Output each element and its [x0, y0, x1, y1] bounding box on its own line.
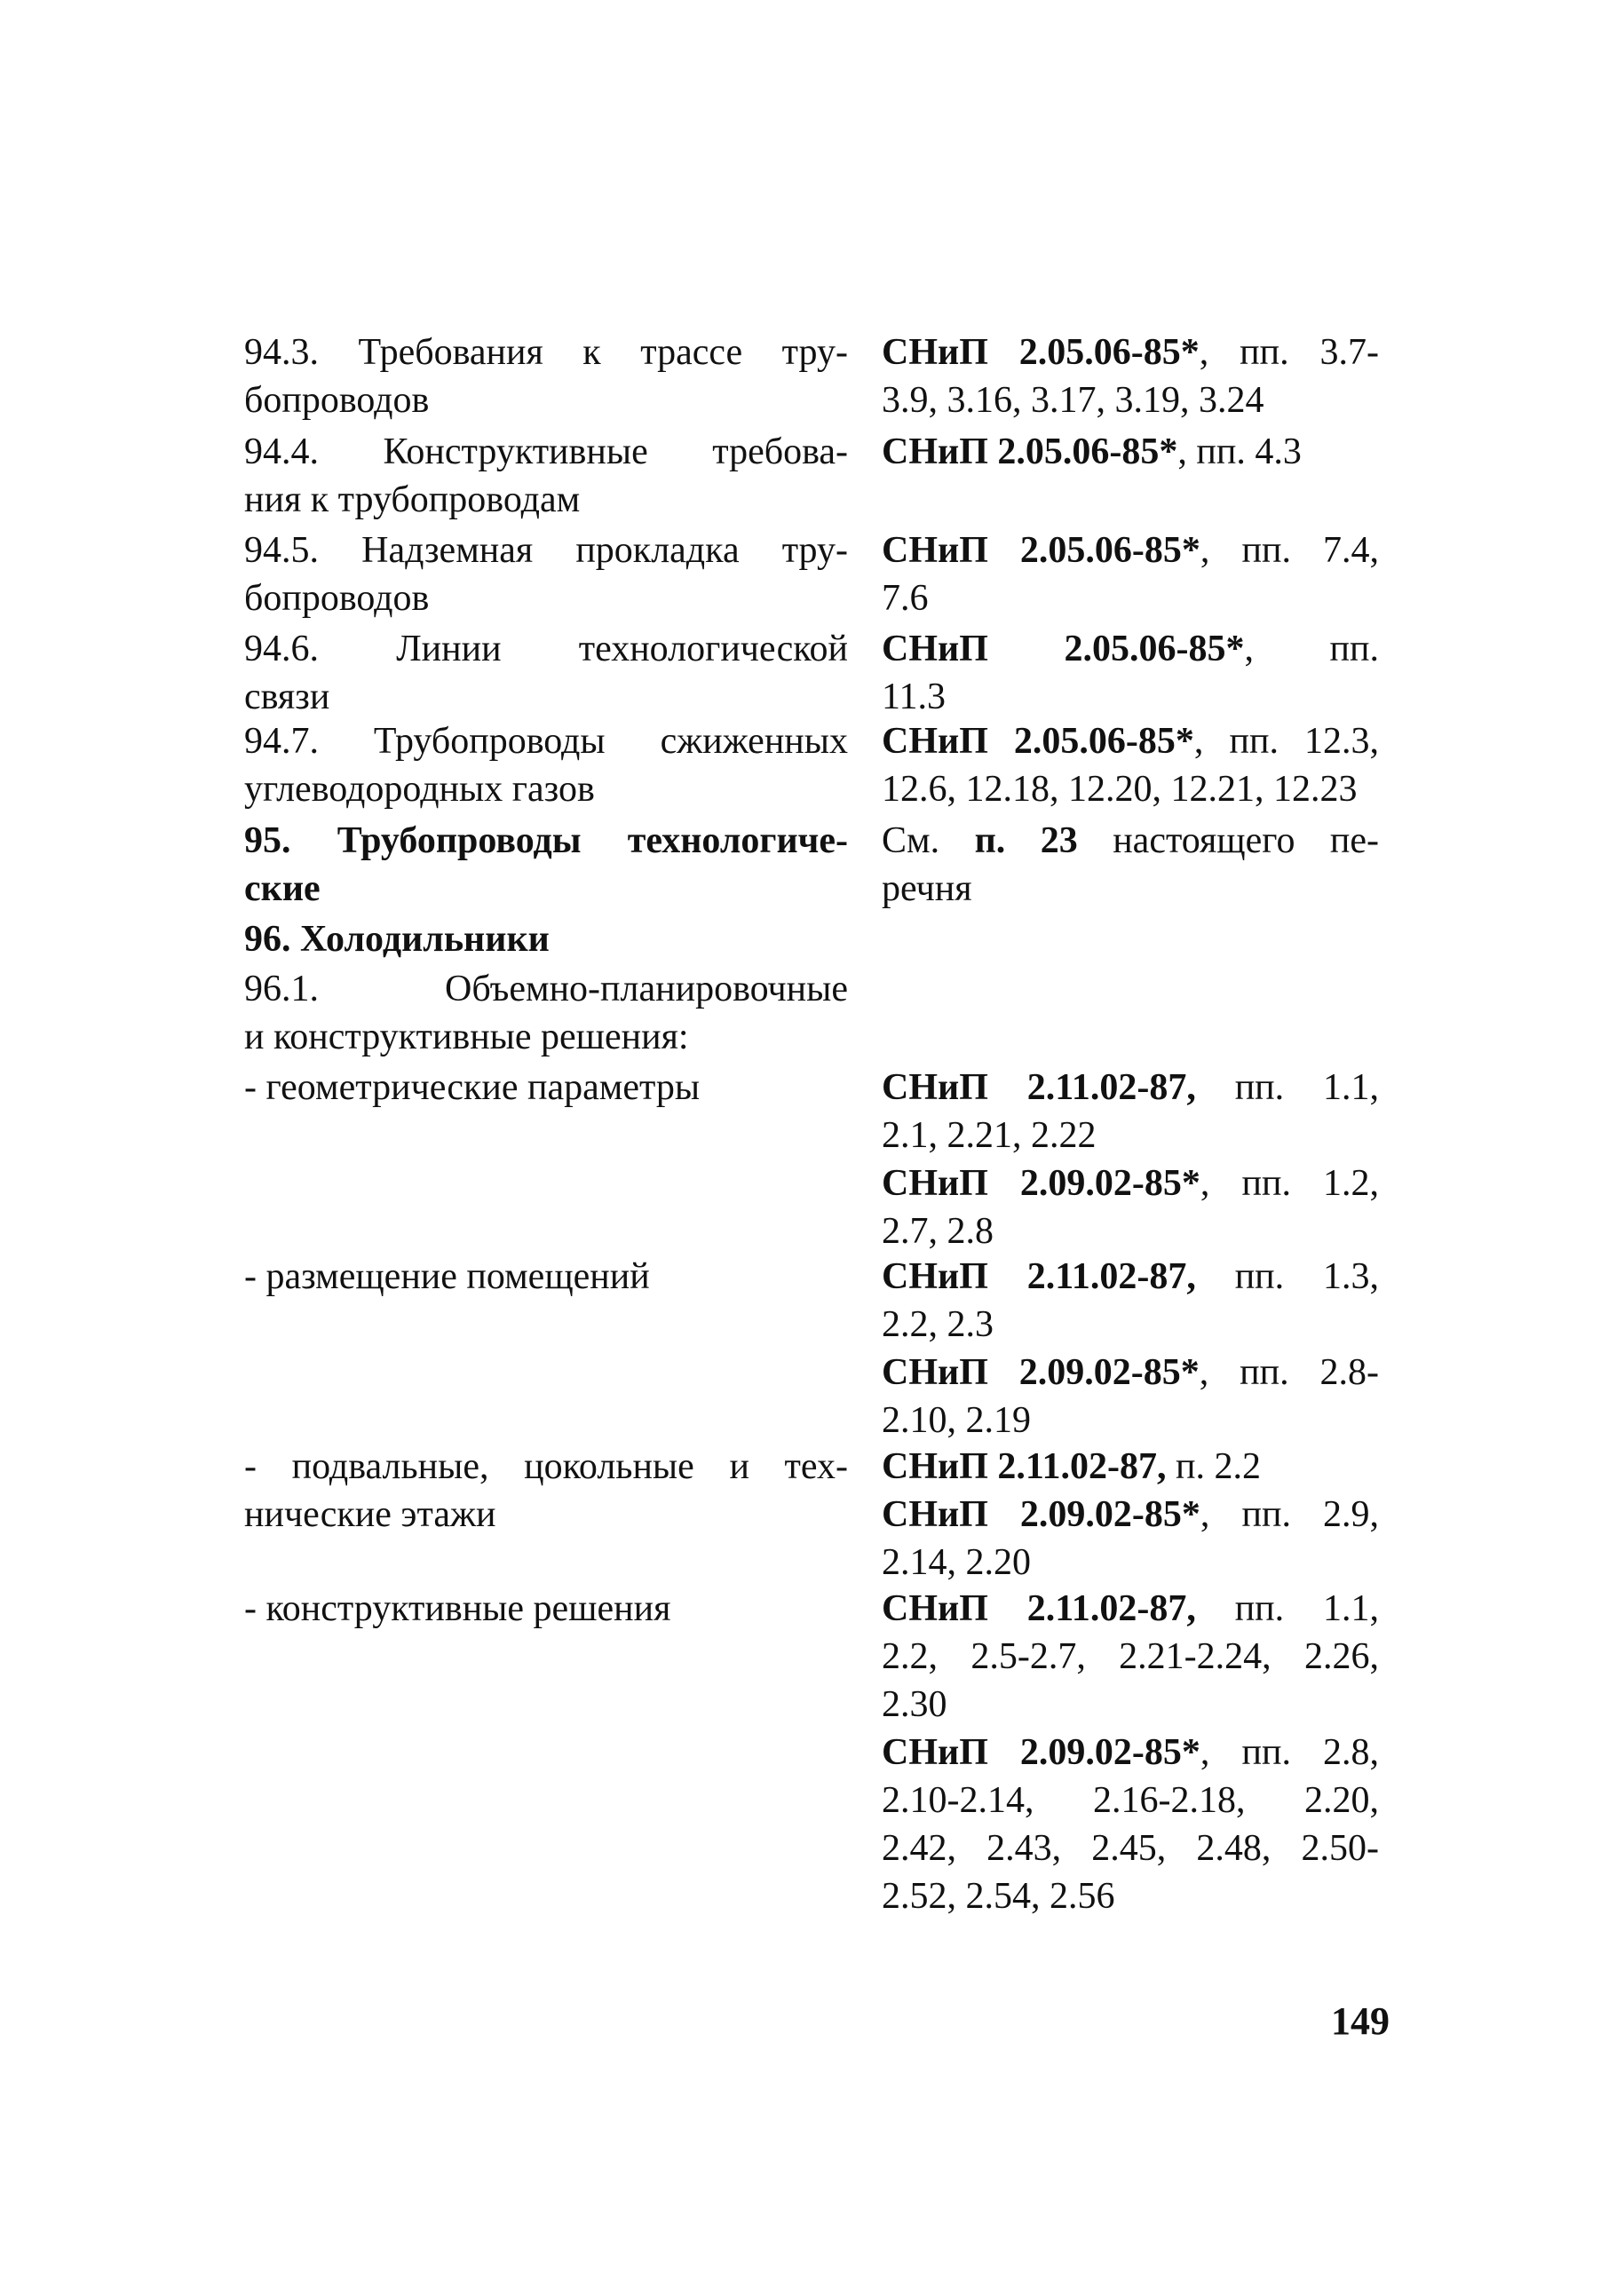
ref-suffix: настоящего пе-	[1077, 820, 1380, 861]
structural-ref-line6: 2.42, 2.43, 2.45, 2.48, 2.50-	[882, 1828, 1379, 1869]
snip-code: СНиП 2.05.06-85*	[882, 721, 1194, 762]
entry-94-6-ref-line1	[882, 625, 1379, 673]
ref-clauses: пп. 1.3,	[1195, 1256, 1379, 1297]
ref-clauses: пп. 1.1,	[1195, 1588, 1379, 1629]
structural-ref-line7: 2.52, 2.54, 2.56	[882, 1876, 1115, 1917]
entry-basements-line1: - подвальные, цокольные и тех-	[244, 1446, 848, 1487]
ref-clauses: , пп. 2.9,	[1200, 1494, 1379, 1535]
ref-clauses: , пп. 1.2,	[1200, 1163, 1379, 1204]
snip-code: СНиП 2.05.06-85*	[882, 431, 1178, 472]
entry-structural-solutions: - конструктивные решения	[244, 1588, 671, 1629]
entry-94-6-title-line1: 94.6. Линии технологической	[244, 629, 848, 669]
ref-clauses: , пп. 4.3	[1177, 431, 1302, 472]
ref-clauses: , пп. 2.8,	[1200, 1732, 1379, 1773]
structural-ref-line5: 2.10-2.14, 2.16-2.18, 2.20,	[882, 1780, 1379, 1821]
geometric-ref-line1	[882, 1064, 1379, 1112]
ref-clauses: п. 2.2	[1166, 1446, 1262, 1487]
geometric-ref-line2: 2.1, 2.21, 2.22	[882, 1115, 1097, 1156]
entry-94-7-title-line1: 94.7. Трубопроводы сжиженных	[244, 721, 848, 762]
snip-code: СНиП 2.09.02-85*	[882, 1494, 1200, 1535]
geometric-ref-line4: 2.7, 2.8	[882, 1211, 994, 1252]
page-number: 149	[1331, 1999, 1390, 2043]
entry-94-5-ref-line1	[882, 526, 1379, 574]
ref-clauses: пп. 1.1,	[1195, 1067, 1379, 1108]
entry-94-3-title-line1: 94.3. Требования к трассе тру-	[244, 332, 848, 373]
snip-code: СНиП 2.05.06-85*	[882, 629, 1245, 669]
entry-96-title: 96. Холодильники	[244, 919, 550, 960]
snip-code: СНиП 2.09.02-85*	[882, 1732, 1200, 1773]
ref-clauses: , пп. 12.3,	[1193, 721, 1379, 762]
entry-96-1-title-line2: и конструктивные решения:	[244, 1017, 689, 1057]
ref-prefix: См.	[882, 820, 975, 861]
rooms-ref-line3	[882, 1349, 1379, 1397]
entry-geometric-params: - геометрические параметры	[244, 1067, 701, 1108]
entry-94-3-title-line2: бопроводов	[244, 380, 430, 421]
basements-ref-line3: 2.14, 2.20	[882, 1542, 1031, 1583]
snip-code: СНиП 2.11.02-87,	[882, 1588, 1196, 1629]
snip-code: СНиП 2.11.02-87,	[882, 1256, 1196, 1297]
entry-94-5-title-line1: 94.5. Надземная прокладка тру-	[244, 530, 848, 571]
structural-ref-line1	[882, 1585, 1379, 1633]
entry-94-4-title-line2: ния к трубопроводам	[244, 479, 581, 520]
entry-94-6-title-line2: связи	[244, 677, 330, 717]
structural-ref-line4	[882, 1729, 1379, 1777]
entry-94-6-ref-line2: 11.3	[882, 677, 946, 717]
snip-code: СНиП 2.11.02-87,	[882, 1067, 1196, 1108]
ref-item: п. 23	[974, 820, 1078, 861]
basements-ref-line2	[882, 1491, 1379, 1539]
snip-code: СНиП 2.11.02-87,	[882, 1446, 1167, 1487]
geometric-ref-line3	[882, 1159, 1379, 1207]
ref-clauses: , пп. 2.8-	[1199, 1352, 1379, 1393]
entry-94-5-title-line2: бопроводов	[244, 578, 430, 619]
entry-95-title-line1: 95. Трубопроводы технологиче-	[244, 820, 848, 861]
snip-code: СНиП 2.05.06-85*	[882, 530, 1200, 571]
structural-ref-line2: 2.2, 2.5-2.7, 2.21-2.24, 2.26,	[882, 1636, 1379, 1677]
entry-94-4-ref-line1	[882, 428, 1379, 476]
entry-94-7-ref-line1	[882, 717, 1379, 765]
entry-94-7-ref-line2: 12.6, 12.18, 12.20, 12.21, 12.23	[882, 769, 1358, 810]
entry-basements-line2: нические этажи	[244, 1494, 496, 1535]
entry-94-5-ref-line2: 7.6	[882, 578, 929, 619]
entry-94-3-ref-line1	[882, 328, 1379, 376]
entry-94-7-title-line2: углеводородных газов	[244, 769, 595, 810]
ref-clauses: , пп. 3.7-	[1199, 332, 1379, 373]
snip-code: СНиП 2.09.02-85*	[882, 1163, 1200, 1204]
rooms-ref-line2: 2.2, 2.3	[882, 1304, 994, 1345]
entry-94-3-ref-line2: 3.9, 3.16, 3.17, 3.19, 3.24	[882, 380, 1264, 421]
structural-ref-line3: 2.30	[882, 1684, 947, 1725]
entry-95-ref-line2: речня	[882, 868, 972, 909]
snip-code: СНиП 2.09.02-85*	[882, 1352, 1200, 1393]
ref-clauses: , пп.	[1244, 629, 1379, 669]
entry-96-1-title-line1: 96.1. Объемно-планировочные	[244, 969, 848, 1009]
ref-clauses: , пп. 7.4,	[1200, 530, 1379, 571]
snip-code: СНиП 2.05.06-85*	[882, 332, 1200, 373]
entry-95-ref-line1	[882, 817, 1379, 865]
entry-95-title-line2: ские	[244, 868, 321, 909]
entry-rooms-placement: - размещение помещений	[244, 1256, 650, 1297]
rooms-ref-line4: 2.10, 2.19	[882, 1400, 1031, 1441]
basements-ref-line1	[882, 1443, 1379, 1491]
rooms-ref-line1	[882, 1253, 1379, 1301]
entry-94-4-title-line1: 94.4. Конструктивные требова-	[244, 431, 848, 472]
